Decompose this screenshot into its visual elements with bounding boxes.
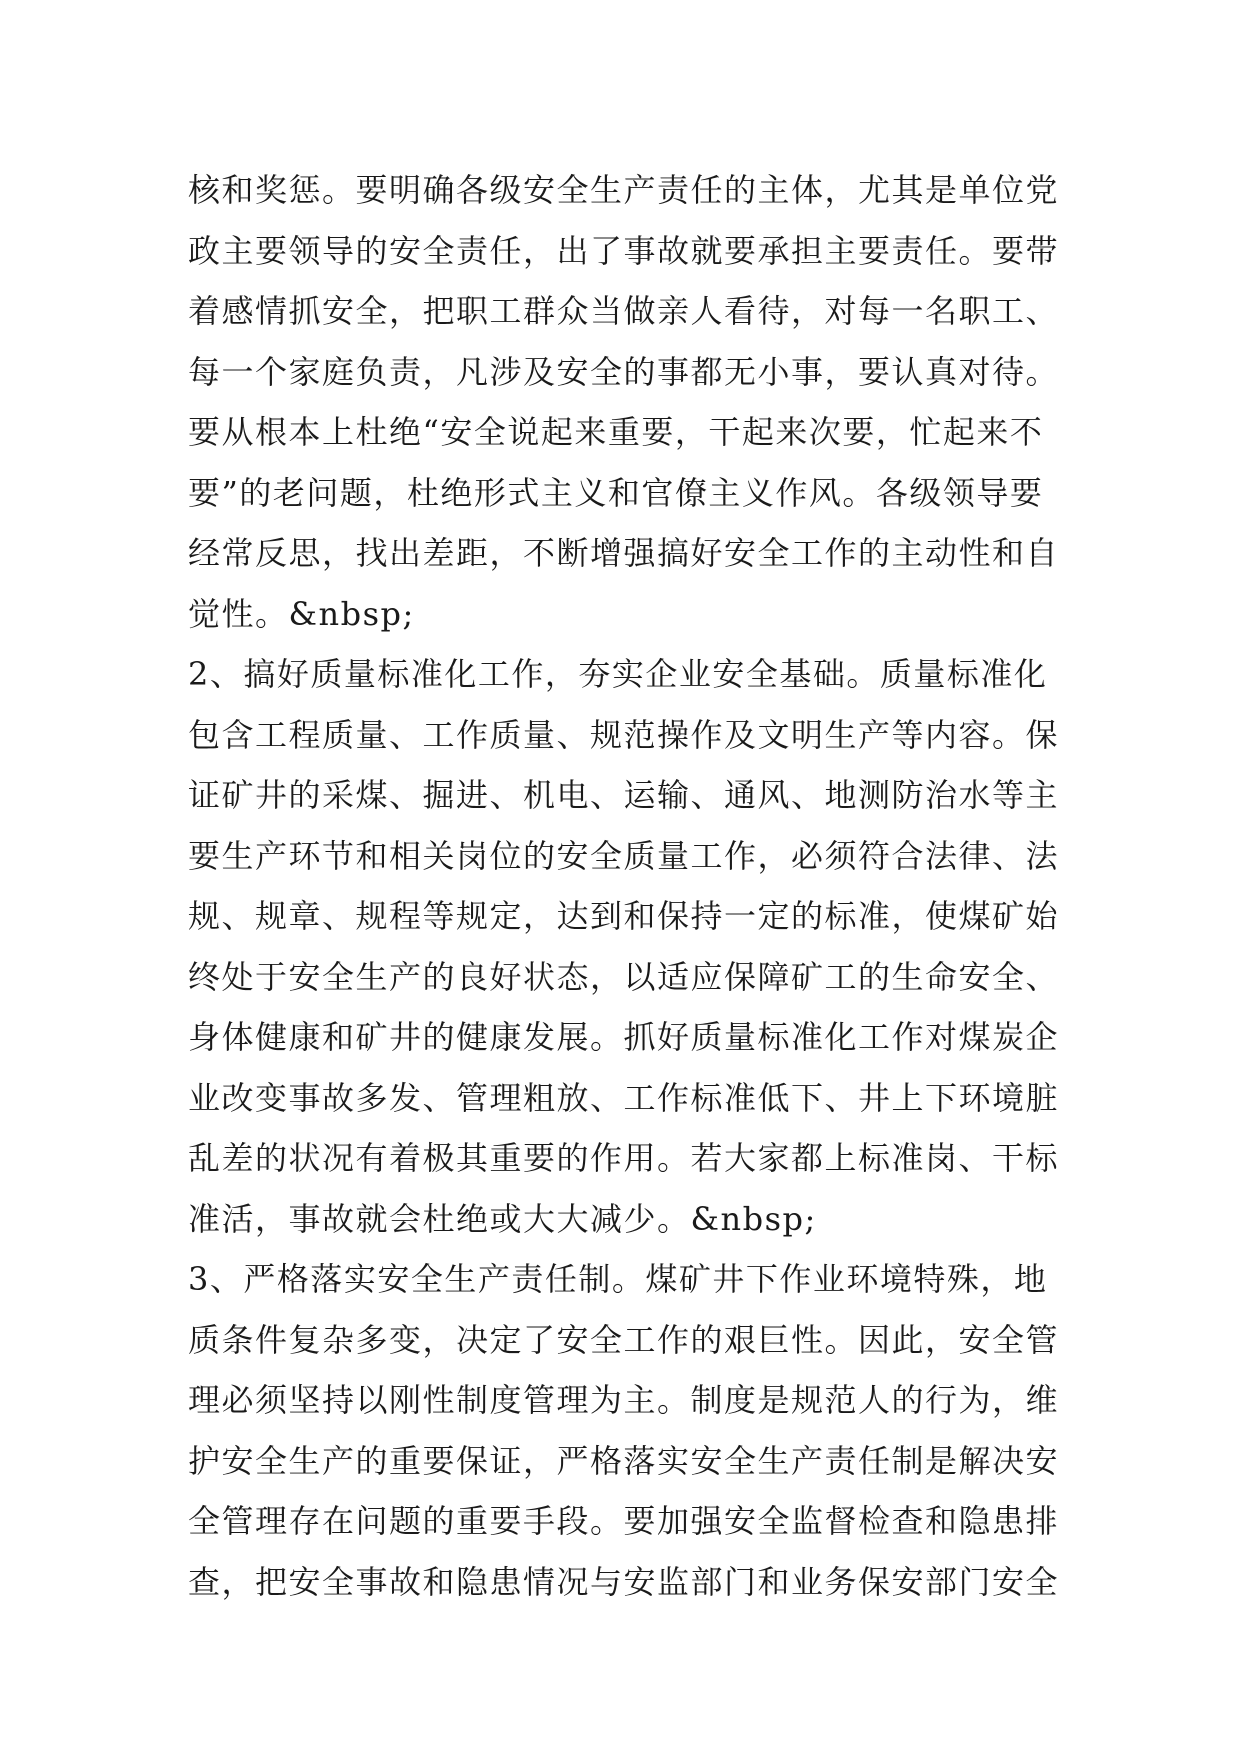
text-line: 3、严格落实安全生产责任制。煤矿井下作业环境特殊，地: [188, 1260, 1048, 1298]
text-line: 全管理存在问题的重要手段。要加强安全监督检查和隐患排: [188, 1502, 1060, 1540]
text-line: 包含工程质量、工作质量、规范操作及文明生产等内容。保: [188, 715, 1060, 754]
text-line: 身体健康和矿井的健康发展。抓好质量标准化工作对煤炭企: [188, 1018, 1060, 1056]
text-line: 经常反思，找出差距，不断增强搞好安全工作的主动性和自: [188, 534, 1060, 572]
text-line: 核和奖惩。要明确各级安全生产责任的主体，尤其是单位党: [188, 171, 1060, 209]
text-line: 政主要领导的安全责任，出了事故就要承担主要责任。要带: [188, 231, 1060, 270]
text-line: 着感情抓安全，把职工群众当做亲人看待，对每一名职工、: [188, 292, 1060, 330]
text-line: 要从根本上杜绝“安全说起来重要，干起来次要，忙起来不: [188, 413, 1044, 451]
text-line: 要生产环节和相关岗位的安全质量工作，必须符合法律、法: [188, 836, 1060, 875]
text-line: 乱差的状况有着极其重要的作用。若大家都上标准岗、干标: [188, 1139, 1060, 1177]
text-line: 质条件复杂多变，决定了安全工作的艰巨性。因此，安全管: [188, 1320, 1060, 1359]
text-line: 查，把安全事故和隐患情况与安监部门和业务保安部门安全: [188, 1562, 1060, 1601]
text-line: 证矿井的采煤、掘进、机电、运输、通风、地测防治水等主: [188, 776, 1060, 814]
text-line: 规、规章、规程等规定，达到和保持一定的标准，使煤矿始: [188, 897, 1060, 935]
text-line: 要”的老问题，杜绝形式主义和官僚主义作风。各级领导要: [188, 473, 1044, 512]
text-line: 理必须坚持以刚性制度管理为主。制度是规范人的行为，维: [188, 1381, 1060, 1419]
text-line: 护安全生产的重要保证，严格落实安全生产责任制是解决安: [188, 1441, 1060, 1480]
text-line: 觉性。&nbsp;: [188, 594, 415, 633]
body-text: [188, 160, 1088, 1612]
text-line: 2、搞好质量标准化工作，夯实企业安全基础。质量标准化: [188, 655, 1048, 693]
text-line: 业改变事故多发、管理粗放、工作标准低下、井上下环境脏: [188, 1078, 1060, 1117]
text-line: 每一个家庭负责，凡涉及安全的事都无小事，要认真对待。: [188, 352, 1060, 391]
text-line: 终处于安全生产的良好状态，以适应保障矿工的生命安全、: [188, 957, 1060, 996]
text-line: 准活，事故就会杜绝或大大减少。&nbsp;: [188, 1199, 817, 1238]
